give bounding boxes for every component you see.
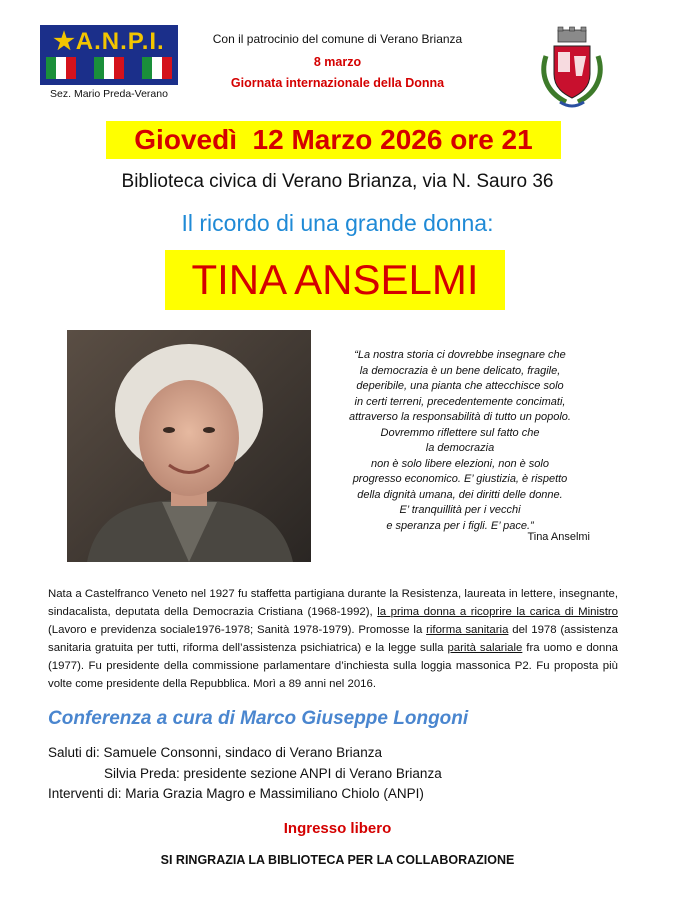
- flag-stripe-icon: [142, 57, 172, 79]
- quote-line: deperibile, una pianta che attecchisce solo: [356, 380, 564, 392]
- bio-text: del 1978 (assistenza sanitaria gratuita per tutti, riforma dell’assistenza psichiatrica) e la legge sulla: [48, 624, 618, 654]
- quote-line: progresso economico. E’ giustizia, è rispetto: [352, 473, 568, 485]
- patronage-text: Con il patrocinio del comune di Verano Brianza: [212, 32, 463, 46]
- free-entry-label: Ingresso libero: [283, 820, 392, 837]
- quote-line: della dignità umana, dei diritti delle donne.: [357, 488, 563, 501]
- greetings-line: Saluti di: Samuele Consonni, sindaco di Verano Brianza: [48, 745, 382, 760]
- event-subtitle: Il ricordo di una grande donna:: [181, 210, 494, 236]
- quote-line: la democrazia: [425, 442, 495, 454]
- quote-line: la democrazia è un bene delicato, fragile,: [359, 364, 561, 377]
- flag-stripe-icon: [94, 57, 124, 79]
- greetings-line: Silvia Preda: presidente sezione ANPI di Verano Brianza: [104, 766, 442, 781]
- thanks-line: SI RINGRAZIA LA BIBLIOTECA PER LA COLLABORAZIONE: [160, 853, 515, 867]
- honoree-name: TINA ANSELMI: [165, 250, 505, 310]
- event-venue: Biblioteca civica di Verano Brianza, via N. Sauro 36: [121, 171, 554, 192]
- bio-highlight: la prima donna a ricoprire la carica di Ministro: [377, 606, 618, 618]
- bio-highlight: riforma sanitaria: [426, 624, 509, 636]
- event-datetime: Giovedì 12 Marzo 2026 ore 21: [106, 121, 561, 159]
- portrait-photo: [67, 330, 311, 562]
- quote-block: [330, 348, 590, 534]
- quote-line: attraverso la responsabilità di tutto un popolo.: [349, 411, 571, 423]
- quote-line: Dovremmo riflettere sul fatto che: [380, 426, 540, 439]
- quote-author: Tina Anselmi: [527, 531, 590, 543]
- municipal-crest-icon: [536, 26, 608, 112]
- quote-line: non è solo libere elezioni, non è solo: [371, 457, 549, 470]
- flag-stripe-icon: [46, 57, 76, 79]
- bio-text: fra uomo e donna (1977). Fu presidente della commissione parlamentare d’inchiesta sulla loggia massonica P2. Fu proposta più volte come presidente della Repubblica. Morì a 89 anni nel 2016.: [48, 642, 619, 690]
- speakers-line: Interventi di: Maria Grazia Magro e Massimiliano Chiolo (ANPI): [48, 786, 424, 801]
- date-line: 8 marzo: [313, 55, 362, 69]
- bio-highlight: parità salariale: [447, 642, 523, 654]
- quote-line: in certi terreni, precedentemente concimati,: [354, 395, 566, 408]
- quote-line: “La nostra storia ci dovrebbe insegnare che: [354, 349, 566, 361]
- quote-line: E’ tranquillità per i vecchi: [399, 504, 521, 516]
- bio-text: (Lavoro e previdenza sociale1976-1978; Sanità 1978-1979). Promosse la: [48, 624, 427, 636]
- anpi-logo-text: ★A.N.P.I.: [53, 28, 165, 55]
- quote-line: e speranza per i figli. E’ pace.”: [386, 519, 534, 532]
- womens-day-line: Giornata internazionale della Donna: [230, 76, 445, 90]
- anpi-section-label: Sez. Mario Preda-Verano: [50, 88, 168, 100]
- anpi-logo: [40, 25, 178, 85]
- biography-paragraph: [48, 585, 618, 693]
- conference-title: Conferenza a cura di Marco Giuseppe Longoni: [48, 708, 469, 729]
- bio-text: Nata a Castelfranco Veneto nel 1927 fu staffetta partigiana durante la Resistenza, laureata in lettere, insegnante, sindacalista, deputata della Democrazia Cristiana (1968-1992),: [48, 588, 618, 618]
